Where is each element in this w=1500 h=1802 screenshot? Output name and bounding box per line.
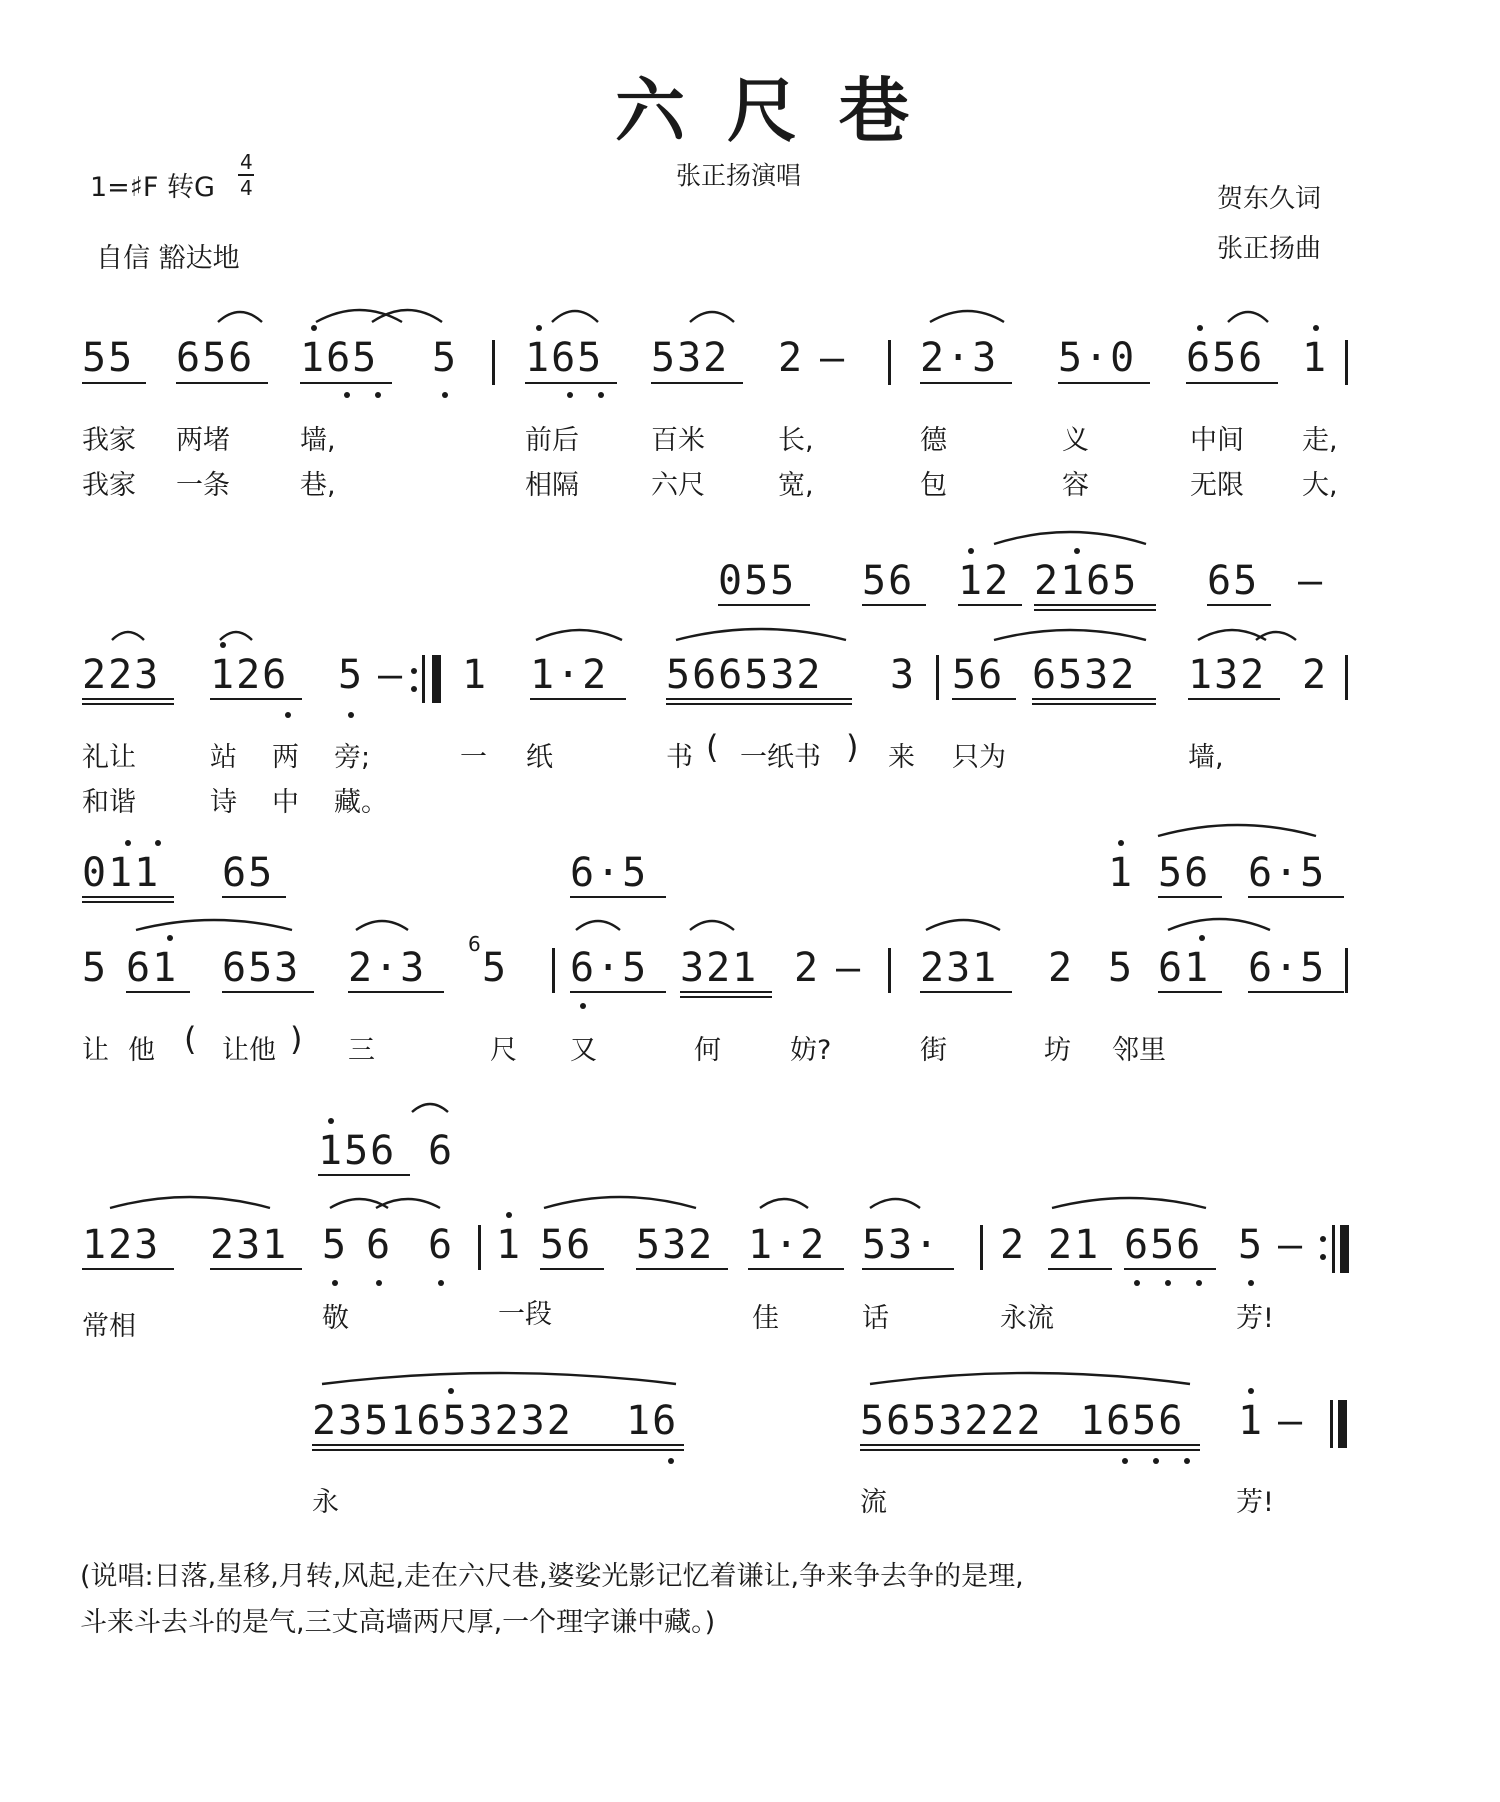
slur [536, 630, 622, 640]
note-group: 6 [366, 1222, 393, 1268]
note-group: 321 [680, 945, 759, 991]
time-signature-top: 4 [240, 150, 253, 174]
slur [576, 921, 620, 930]
lyric: 芳! [1236, 1303, 1274, 1334]
lyric: 让 [82, 1035, 109, 1066]
note-group: 532 [636, 1222, 715, 1268]
note-dash: – [1278, 1222, 1305, 1268]
lyric: 和谐 [82, 787, 136, 818]
note-dash: – [378, 652, 405, 698]
note-group: 61 [1158, 945, 1211, 991]
note-group: 165 [525, 335, 604, 381]
lyric: 街 [920, 1035, 947, 1066]
lyric: 书 [666, 742, 693, 773]
song-title: 六尺巷 [615, 70, 951, 152]
note-group: 231 [920, 945, 999, 991]
note-group: 5 [482, 945, 509, 991]
note-group: 2 [778, 335, 805, 381]
slur [412, 1104, 448, 1112]
grace-note: 6 [468, 932, 481, 956]
lyric: 墙, [1188, 742, 1224, 773]
slur [552, 311, 598, 322]
note-dash: – [820, 335, 847, 381]
lyric: 旁; [334, 742, 371, 773]
note-group: 2 [1000, 1222, 1027, 1268]
time-signature-bottom: 4 [240, 176, 253, 200]
note-group: 156 [318, 1128, 397, 1174]
lyric: 六尺 [651, 470, 705, 501]
note-group: 653 [222, 945, 301, 991]
note-group: 6532 [1032, 652, 1137, 698]
lyric: 话 [862, 1303, 889, 1334]
note-group: 231 [210, 1222, 289, 1268]
lyric: 巷, [300, 470, 336, 501]
note-group: 65 [222, 850, 275, 896]
slur [676, 629, 846, 640]
lyric: 永流 [1000, 1303, 1054, 1334]
note-group: 5 [322, 1222, 349, 1268]
lyric: 何 [694, 1035, 721, 1066]
lyric: 一条 [176, 470, 230, 501]
lyric: 站 [210, 742, 237, 773]
lyric: 两 [272, 742, 299, 773]
note-group: 56 [952, 652, 1005, 698]
slur [690, 921, 734, 930]
note-group: 65 [1207, 558, 1260, 604]
note-group: 1 [1238, 1398, 1265, 1444]
note-group: 56 [1158, 850, 1211, 896]
lyric: 我家 [82, 425, 136, 456]
note-group: 011 [82, 850, 161, 896]
slur [136, 920, 292, 930]
note-group: 055 [718, 558, 797, 604]
note-group: 656 [176, 335, 255, 381]
tempo-marking: 自信 豁达地 [96, 243, 240, 274]
slur [926, 920, 1000, 930]
slur [760, 1199, 808, 1208]
note-group: 56 [540, 1222, 593, 1268]
note-group: 5 [82, 945, 109, 991]
lyric: 两堵 [176, 425, 230, 456]
note-group: 12 [958, 558, 1011, 604]
lyric: 走, [1302, 425, 1338, 456]
note-group: 566532 [666, 652, 823, 698]
lyric: 藏。 [334, 787, 388, 818]
lyric: 只为 [952, 742, 1006, 773]
note-group: 6 [428, 1222, 455, 1268]
lyric: 前后 [525, 425, 579, 456]
slur [110, 1197, 270, 1208]
lyric: 妨? [790, 1035, 832, 1066]
lyric: 芳! [1236, 1487, 1274, 1518]
lyric-paren: ) [290, 1020, 303, 1058]
note-group: 53· [862, 1222, 941, 1268]
slur [994, 630, 1146, 640]
note-group: 5 [432, 335, 459, 381]
note-group: 6·5 [1248, 850, 1327, 896]
lyric: 宽, [778, 470, 814, 501]
note-group: 5653222 [860, 1398, 1043, 1444]
lyric: 包 [920, 470, 947, 501]
lyric: 长, [778, 425, 814, 456]
lyric: 三 [348, 1035, 375, 1066]
lyric: 大, [1302, 470, 1338, 501]
slur [372, 310, 442, 322]
lyric: 相隔 [525, 470, 579, 501]
note-group: 5 [1108, 945, 1135, 991]
note-group: 1656 [1080, 1398, 1185, 1444]
note-group: 1 [1108, 850, 1135, 896]
note-group: 21 [1048, 1222, 1101, 1268]
note-group: 5 [1238, 1222, 1265, 1268]
lyric: 中 [272, 787, 299, 818]
note-group: 6 [428, 1128, 455, 1174]
slur [1168, 919, 1270, 930]
lyric-paren: ( [184, 1020, 197, 1058]
slur [220, 632, 252, 640]
note-group: 16 [626, 1398, 679, 1444]
note-group: 6·5 [570, 850, 649, 896]
note-group: 55 [82, 335, 135, 381]
lyric: 德 [920, 425, 947, 456]
note-group: 223 [82, 652, 161, 698]
lyricist-credit: 贺东久词 [1217, 184, 1322, 214]
note-dash: – [1298, 558, 1325, 604]
note-group: 132 [1188, 652, 1267, 698]
note-group: 56 [862, 558, 915, 604]
lyric: 礼让 [82, 742, 136, 773]
lyric: 常相 [82, 1311, 136, 1342]
note-group: 2·3 [348, 945, 427, 991]
lyric: 墙, [300, 425, 336, 456]
note-group: 1·2 [748, 1222, 827, 1268]
note-group: 5·0 [1058, 335, 1137, 381]
lyric: 一 [460, 742, 487, 773]
lyric: 尺 [490, 1035, 517, 1066]
slur [690, 312, 734, 322]
lyric: 义 [1062, 425, 1089, 456]
note-group: 2·3 [920, 335, 999, 381]
note-group: 126 [210, 652, 289, 698]
composer-credit: 张正扬曲 [1217, 234, 1322, 264]
slur [316, 310, 402, 322]
slur [1198, 630, 1266, 640]
note-group: 2 [1302, 652, 1329, 698]
lyric: 我家 [82, 470, 136, 501]
lyric: 又 [570, 1035, 597, 1066]
lyric-paren: ( [706, 728, 719, 766]
narration-line: (说唱:日落,星移,月转,风起,走在六尺巷,婆娑光影记忆着谦让,争来争去争的是理, [80, 1561, 1024, 1592]
note-group: 1 [496, 1222, 523, 1268]
slur [112, 632, 144, 640]
lyric: 纸 [526, 742, 553, 773]
note-group: 5 [338, 652, 365, 698]
lyric: 让他 [222, 1035, 276, 1066]
lyric: 容 [1062, 470, 1089, 501]
slur [1052, 1198, 1206, 1208]
lyric: 来 [888, 742, 915, 773]
slur [322, 1373, 676, 1384]
note-group: 2165 [1034, 558, 1139, 604]
slur [1158, 825, 1316, 836]
lyric-paren: ) [846, 728, 859, 766]
note-group: 61 [126, 945, 179, 991]
lyric: 百米 [651, 425, 705, 456]
lyric: 敬 [322, 1303, 349, 1334]
note-group: 532 [651, 335, 730, 381]
slur [356, 921, 408, 930]
slur [994, 532, 1146, 544]
note-group: 2 [1048, 945, 1075, 991]
narration-line: 斗来斗去斗的是气,三丈高墙两尺厚,一个理字谦中藏。) [80, 1607, 716, 1638]
note-group: 2351653232 [312, 1398, 573, 1444]
note-group: 6·5 [1248, 945, 1327, 991]
slur [218, 312, 262, 322]
note-group: 656 [1124, 1222, 1203, 1268]
lyric: 诗 [210, 787, 237, 818]
key-signature: 1=♯F 转G [90, 172, 215, 203]
lyric: 永 [312, 1487, 339, 1518]
note-group: 165 [300, 335, 379, 381]
lyric: 一段 [498, 1299, 552, 1330]
note-group: 1·2 [530, 652, 609, 698]
note-group: 123 [82, 1222, 161, 1268]
lyric: 流 [860, 1487, 887, 1518]
note-dash: – [1278, 1398, 1305, 1444]
slur [1228, 312, 1268, 322]
note-group: 656 [1186, 335, 1265, 381]
note-group: 6·5 [570, 945, 649, 991]
slur [930, 311, 1004, 322]
slur [544, 1197, 696, 1208]
note-dash: – [836, 945, 863, 991]
performer-credit: 张正扬演唱 [676, 161, 802, 190]
lyric: 中间 [1190, 425, 1244, 456]
slur [870, 1199, 920, 1208]
note-group: 2 [794, 945, 821, 991]
lyric: 佳 [752, 1303, 779, 1334]
note-group: 1 [462, 652, 489, 698]
note-group: 3 [890, 652, 917, 698]
slur [870, 1373, 1190, 1384]
lyric: 坊 [1044, 1035, 1071, 1066]
lyric: 无限 [1190, 470, 1244, 501]
note-group: 1 [1302, 335, 1329, 381]
lyric: 邻里 [1112, 1035, 1166, 1066]
lyric: 他 [128, 1035, 155, 1066]
lyric: 一纸书 [740, 742, 821, 773]
